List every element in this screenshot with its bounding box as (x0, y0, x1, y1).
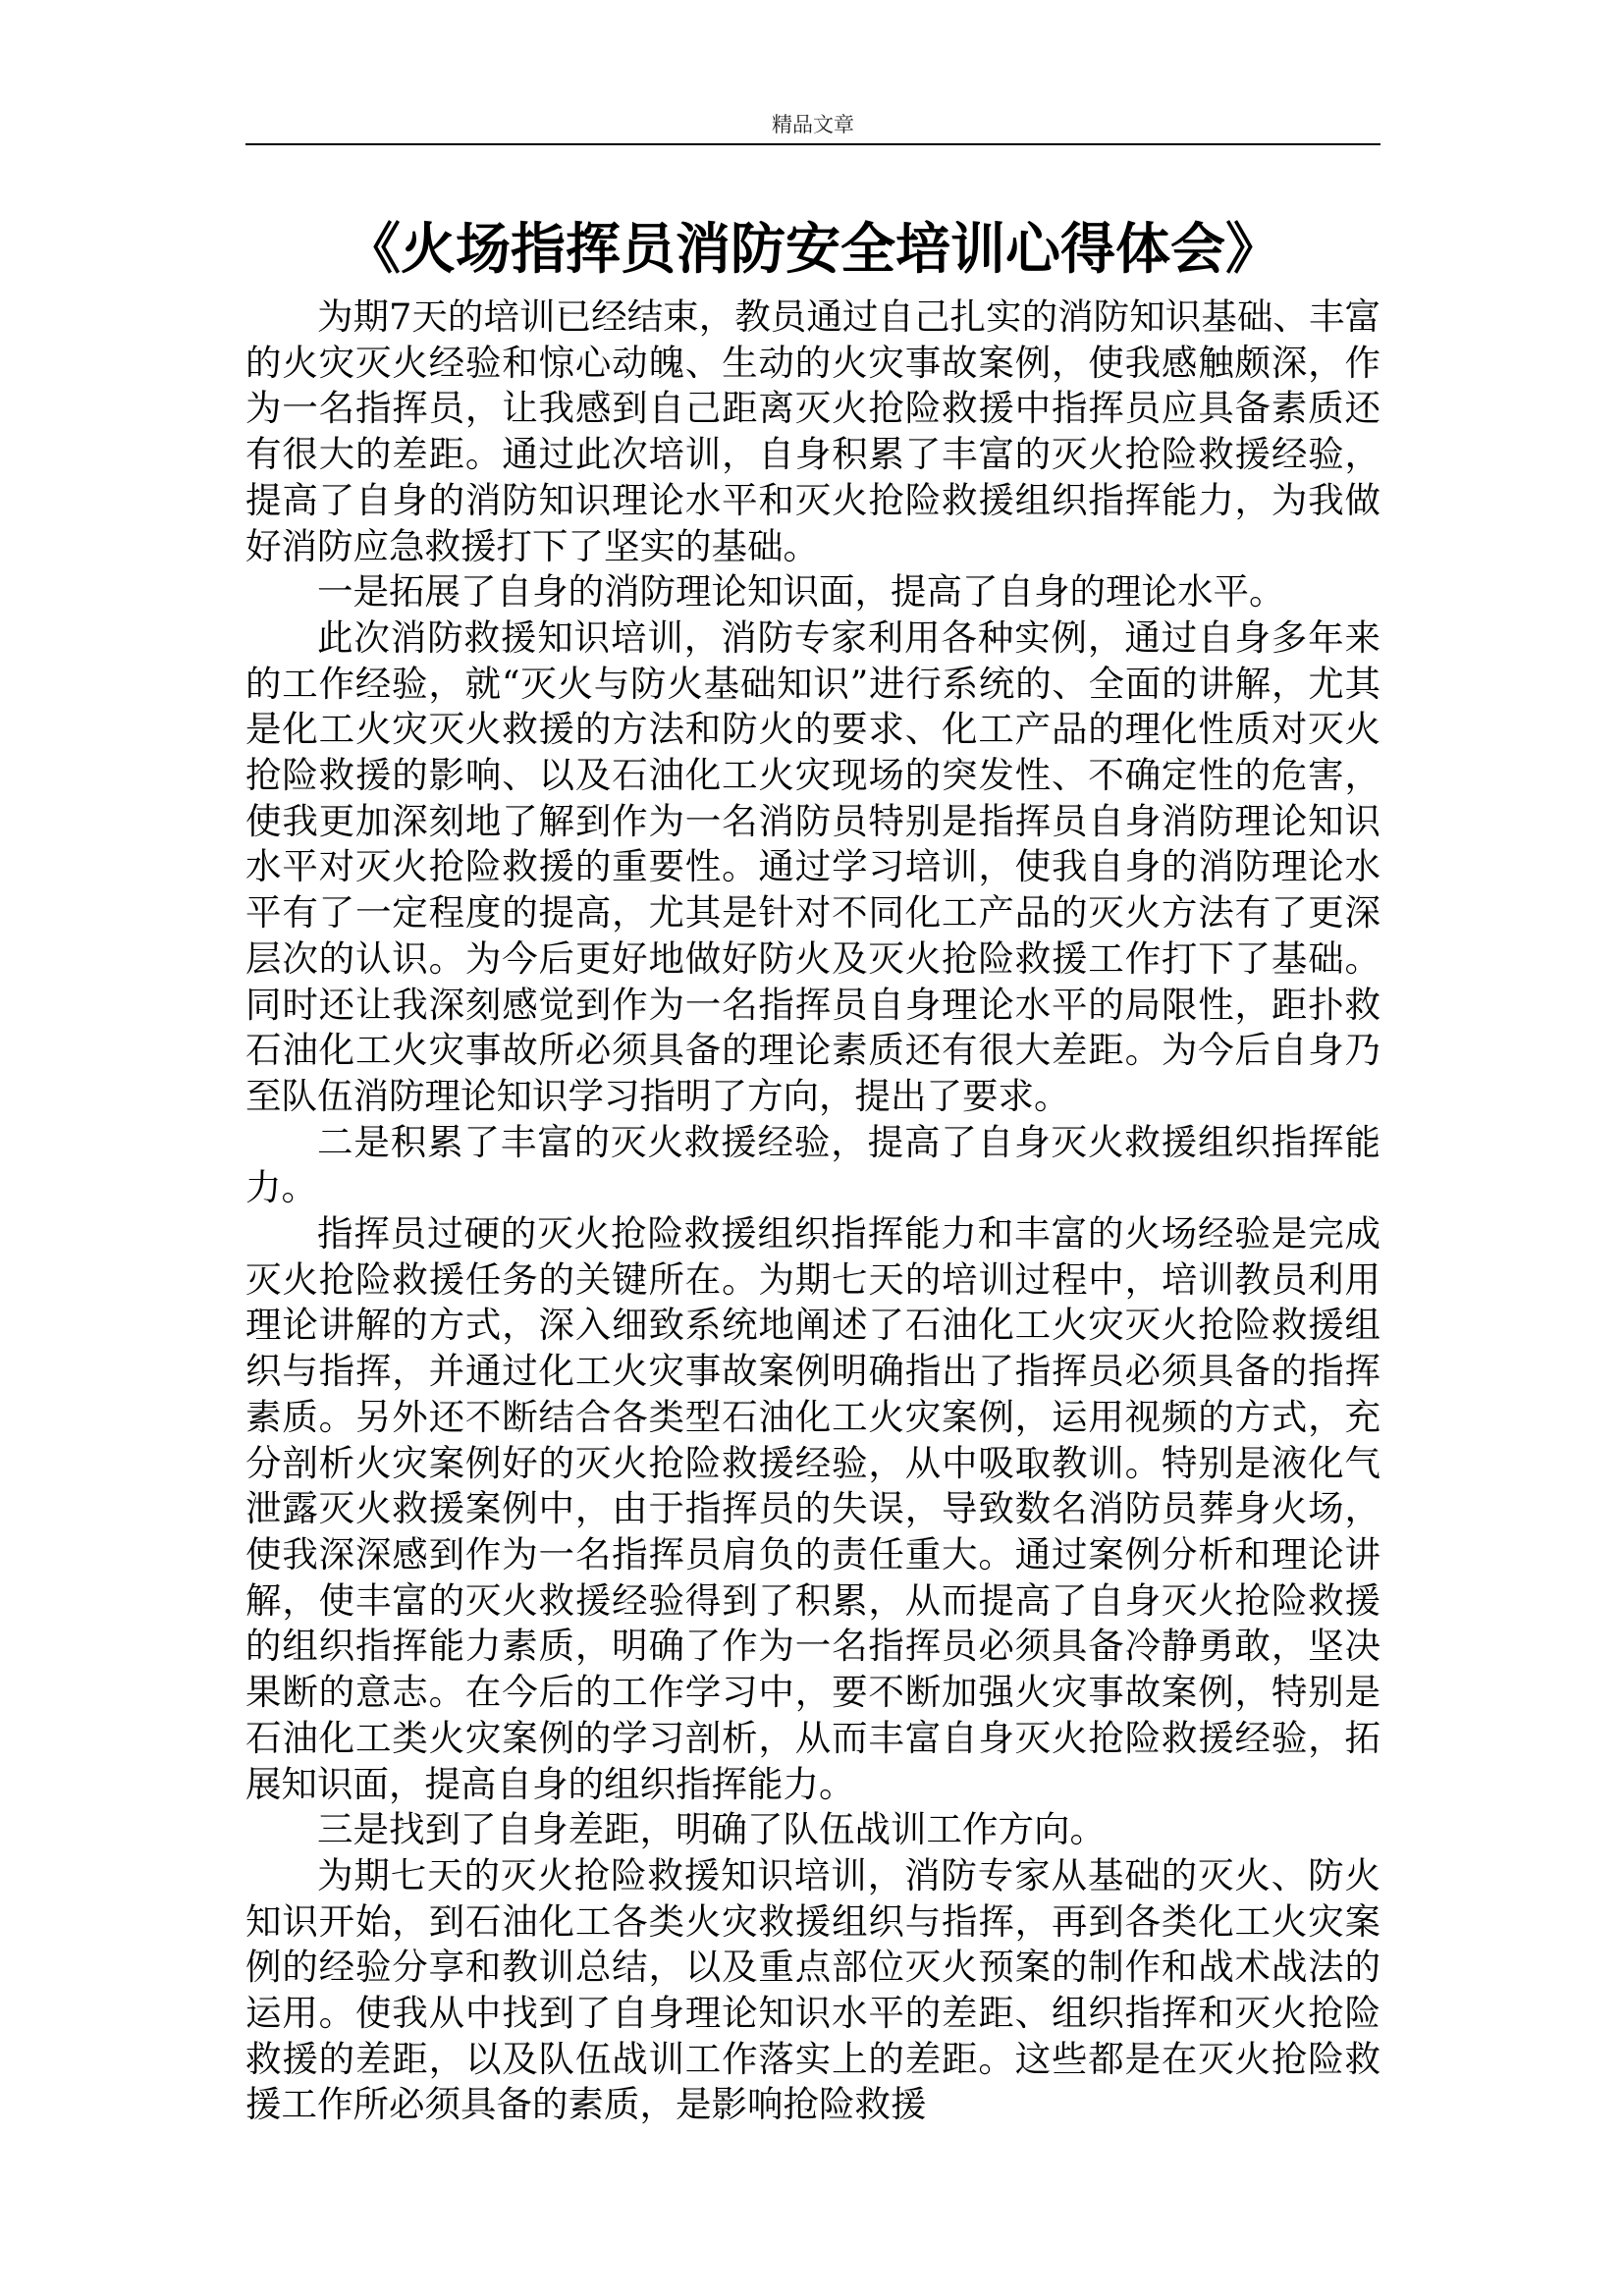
paragraph-intro: 为期7天的培训已经结束，教员通过自己扎实的消防知识基础、丰富的火灾灭火经验和惊心动魄、生动的火灾事故案例，使我感触颇深，作为一名指挥员，让我感到自己距离灭火抢险救援中指挥员应具备素质还有很大的差距。通过此次培训，自身积累了丰富的灭火抢险救援经验，提高了自身的消防知识理论水平和灭火抢险救援组织指挥能力，为我做好消防应急救援打下了坚实的基础。 (245, 295, 1380, 567)
paragraph-section-2: 指挥员过硬的灭火抢险救援组织指挥能力和丰富的火场经验是完成灭火抢险救援任务的关键所在。为期七天的培训过程中，培训教员利用理论讲解的方式，深入细致系统地阐述了石油化工火灾灭火抢险救援组织与指挥，并通过化工火灾事故案例明确指出了指挥员必须具备的指挥素质。另外还不断结合各类型石油化工火灾案例，运用视频的方式，充分剖析火灾案例好的灭火抢险救援经验，从中吸取教训。特别是液化气泄露灭火救援案例中，由于指挥员的失误，导致数名消防员葬身火场，使我深深感到作为一名指挥员肩负的责任重大。通过案例分析和理论讲解，使丰富的灭火救援经验得到了积累，从而提高了自身灭火抢险救援的组织指挥能力素质，明确了作为一名指挥员必须具备冷静勇敢，坚决果断的意志。在今后的工作学习中，要不断加强火灾事故案例，特别是石油化工类火灾案例的学习剖析，从而丰富自身灭火抢险救援经验，拓展知识面，提高自身的组织指挥能力。 (245, 1212, 1380, 1805)
document-title: 《火场指挥员消防安全培训心得体会》 (346, 217, 1280, 282)
paragraph-section-3: 为期七天的灭火抢险救援知识培训，消防专家从基础的灭火、防火知识开始，到石油化工各类火灾救援组织与指挥，再到各类化工火灾案例的经验分享和教训总结，以及重点部位灭火预案的制作和战术战法的运用。使我从中找到了自身理论知识水平的差距、组织指挥和灭火抢险救援的差距，以及队伍战训工作落实上的差距。这些都是在灭火抢险救援工作所必须具备的素质，是影响抢险救援 (245, 1853, 1380, 2126)
header-divider (245, 143, 1380, 145)
section-heading-3: 三是找到了自身差距，明确了队伍战训工作方向。 (317, 1808, 1106, 1851)
document-body (245, 294, 1380, 2128)
paragraph-section-1: 此次消防救援知识培训，消防专家利用各种实例，通过自身多年来的工作经验，就“灭火与防火基础知识”进行系统的、全面的讲解，尤其是化工火灾灭火救援的方法和防火的要求、化工产品的理化性质对灭火抢险救援的影响、以及石油化工火灾现场的突发性、不确定性的危害，使我更加深刻地了解到作为一名消防员特别是指挥员自身消防理论知识水平对灭火抢险救援的重要性。通过学习培训，使我自身的消防理论水平有了一定程度的提高，尤其是针对不同化工产品的灭火方法有了更深层次的认识。为今后更好地做好防火及灭火抢险救援工作打下了基础。同时还让我深刻感觉到作为一名指挥员自身理论水平的局限性，距扑救石油化工火灾事故所必须具备的理论素质还有很大差距。为今后自身乃至队伍消防理论知识学习指明了方向，提出了要求。 (245, 615, 1380, 1117)
section-heading-1: 一是拓展了自身的消防理论知识面，提高了自身的理论水平。 (317, 570, 1285, 614)
section-heading-2: 二是积累了丰富的灭火救援经验，提高了自身灭火救援组织指挥能力。 (245, 1120, 1380, 1209)
page-header: 精品文章 (772, 113, 854, 136)
